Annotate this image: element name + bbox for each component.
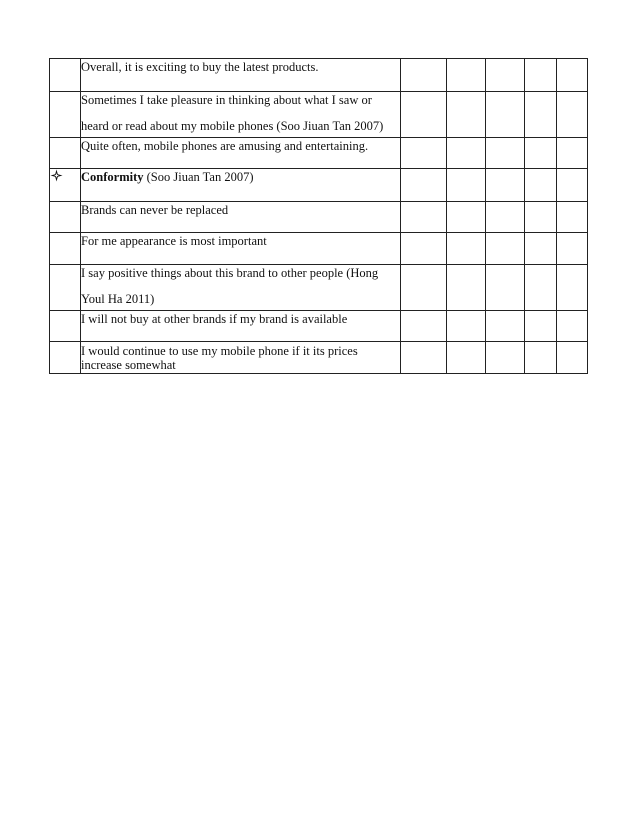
table-row [50,138,588,169]
rating-cell[interactable] [525,169,557,202]
marker-cell [50,59,81,92]
rating-cell[interactable] [401,342,447,374]
rating-cell[interactable] [447,342,486,374]
rating-cell[interactable] [486,202,525,233]
rating-cell[interactable] [525,233,557,265]
rating-cell[interactable] [486,92,525,138]
statement-text: I will not buy at other brands if my brand is available [81,312,348,326]
statement-text: heard or read about my mobile phones (Soo Jiuan Tan 2007) [81,119,384,133]
rating-cell[interactable] [401,138,447,169]
rating-cell[interactable] [525,202,557,233]
rating-cell[interactable] [447,265,486,311]
marker-cell [50,342,81,374]
statement-cell [81,59,401,92]
section-heading-citation: (Soo Jiuan Tan 2007) [143,170,254,184]
rating-cell[interactable] [557,59,588,92]
rating-cell[interactable] [401,311,447,342]
table-row [50,265,588,311]
rating-cell[interactable] [557,202,588,233]
rating-cell[interactable] [401,169,447,202]
table-row [50,59,588,92]
rating-cell[interactable] [525,265,557,311]
marker-cell [50,169,81,202]
statement-text: I say positive things about this brand to other people (Hong [81,266,379,280]
rating-cell[interactable] [447,138,486,169]
rating-cell[interactable] [401,92,447,138]
diamond-bullet-icon [50,169,63,182]
rating-cell[interactable] [557,311,588,342]
rating-cell[interactable] [557,92,588,138]
table-row [50,311,588,342]
rating-cell[interactable] [525,59,557,92]
section-heading-title: Conformity [81,170,144,184]
statement-text: increase somewhat [81,358,176,372]
statement-text: Sometimes I take pleasure in thinking about what I saw or [81,93,372,107]
rating-cell[interactable] [557,138,588,169]
statement-cell [81,138,401,169]
section-heading [81,169,400,186]
table-row [50,233,588,265]
rating-cell[interactable] [486,311,525,342]
rating-cell[interactable] [447,311,486,342]
statement-cell [81,92,401,138]
rating-cell[interactable] [447,92,486,138]
rating-cell[interactable] [486,265,525,311]
table-row [50,342,588,374]
rating-cell[interactable] [525,138,557,169]
rating-cell[interactable] [525,342,557,374]
rating-cell[interactable] [447,59,486,92]
rating-cell[interactable] [486,138,525,169]
marker-cell [50,138,81,169]
rating-cell[interactable] [447,233,486,265]
section-heading-row [50,169,588,202]
rating-cell[interactable] [486,59,525,92]
rating-cell[interactable] [557,265,588,311]
statement-text: Brands can never be replaced [81,203,229,217]
rating-cell[interactable] [525,92,557,138]
table-row [50,202,588,233]
rating-cell[interactable] [486,233,525,265]
rating-cell[interactable] [557,342,588,374]
rating-cell[interactable] [557,169,588,202]
rating-cell[interactable] [401,202,447,233]
statement-text: Quite often, mobile phones are amusing and entertaining. [81,139,369,153]
statement-cell [81,311,401,342]
rating-cell[interactable] [447,169,486,202]
marker-cell [50,92,81,138]
statement-cell [81,342,401,374]
rating-cell[interactable] [557,233,588,265]
section-heading-cell [81,169,401,202]
statement-cell [81,265,401,311]
statement-text: For me appearance is most important [81,234,267,248]
marker-cell [50,233,81,265]
rating-cell[interactable] [447,202,486,233]
rating-cell[interactable] [401,59,447,92]
survey-table [49,58,588,374]
rating-cell[interactable] [486,342,525,374]
marker-cell [50,202,81,233]
marker-cell [50,265,81,311]
rating-cell[interactable] [486,169,525,202]
rating-cell[interactable] [401,265,447,311]
rating-cell[interactable] [525,311,557,342]
rating-cell[interactable] [401,233,447,265]
statement-text: Overall, it is exciting to buy the latest products. [81,60,319,74]
statement-cell [81,202,401,233]
table-row [50,92,588,138]
statement-cell [81,233,401,265]
statement-text: Youl Ha 2011) [81,292,155,306]
statement-text: I would continue to use my mobile phone if it its prices [81,344,358,358]
marker-cell [50,311,81,342]
